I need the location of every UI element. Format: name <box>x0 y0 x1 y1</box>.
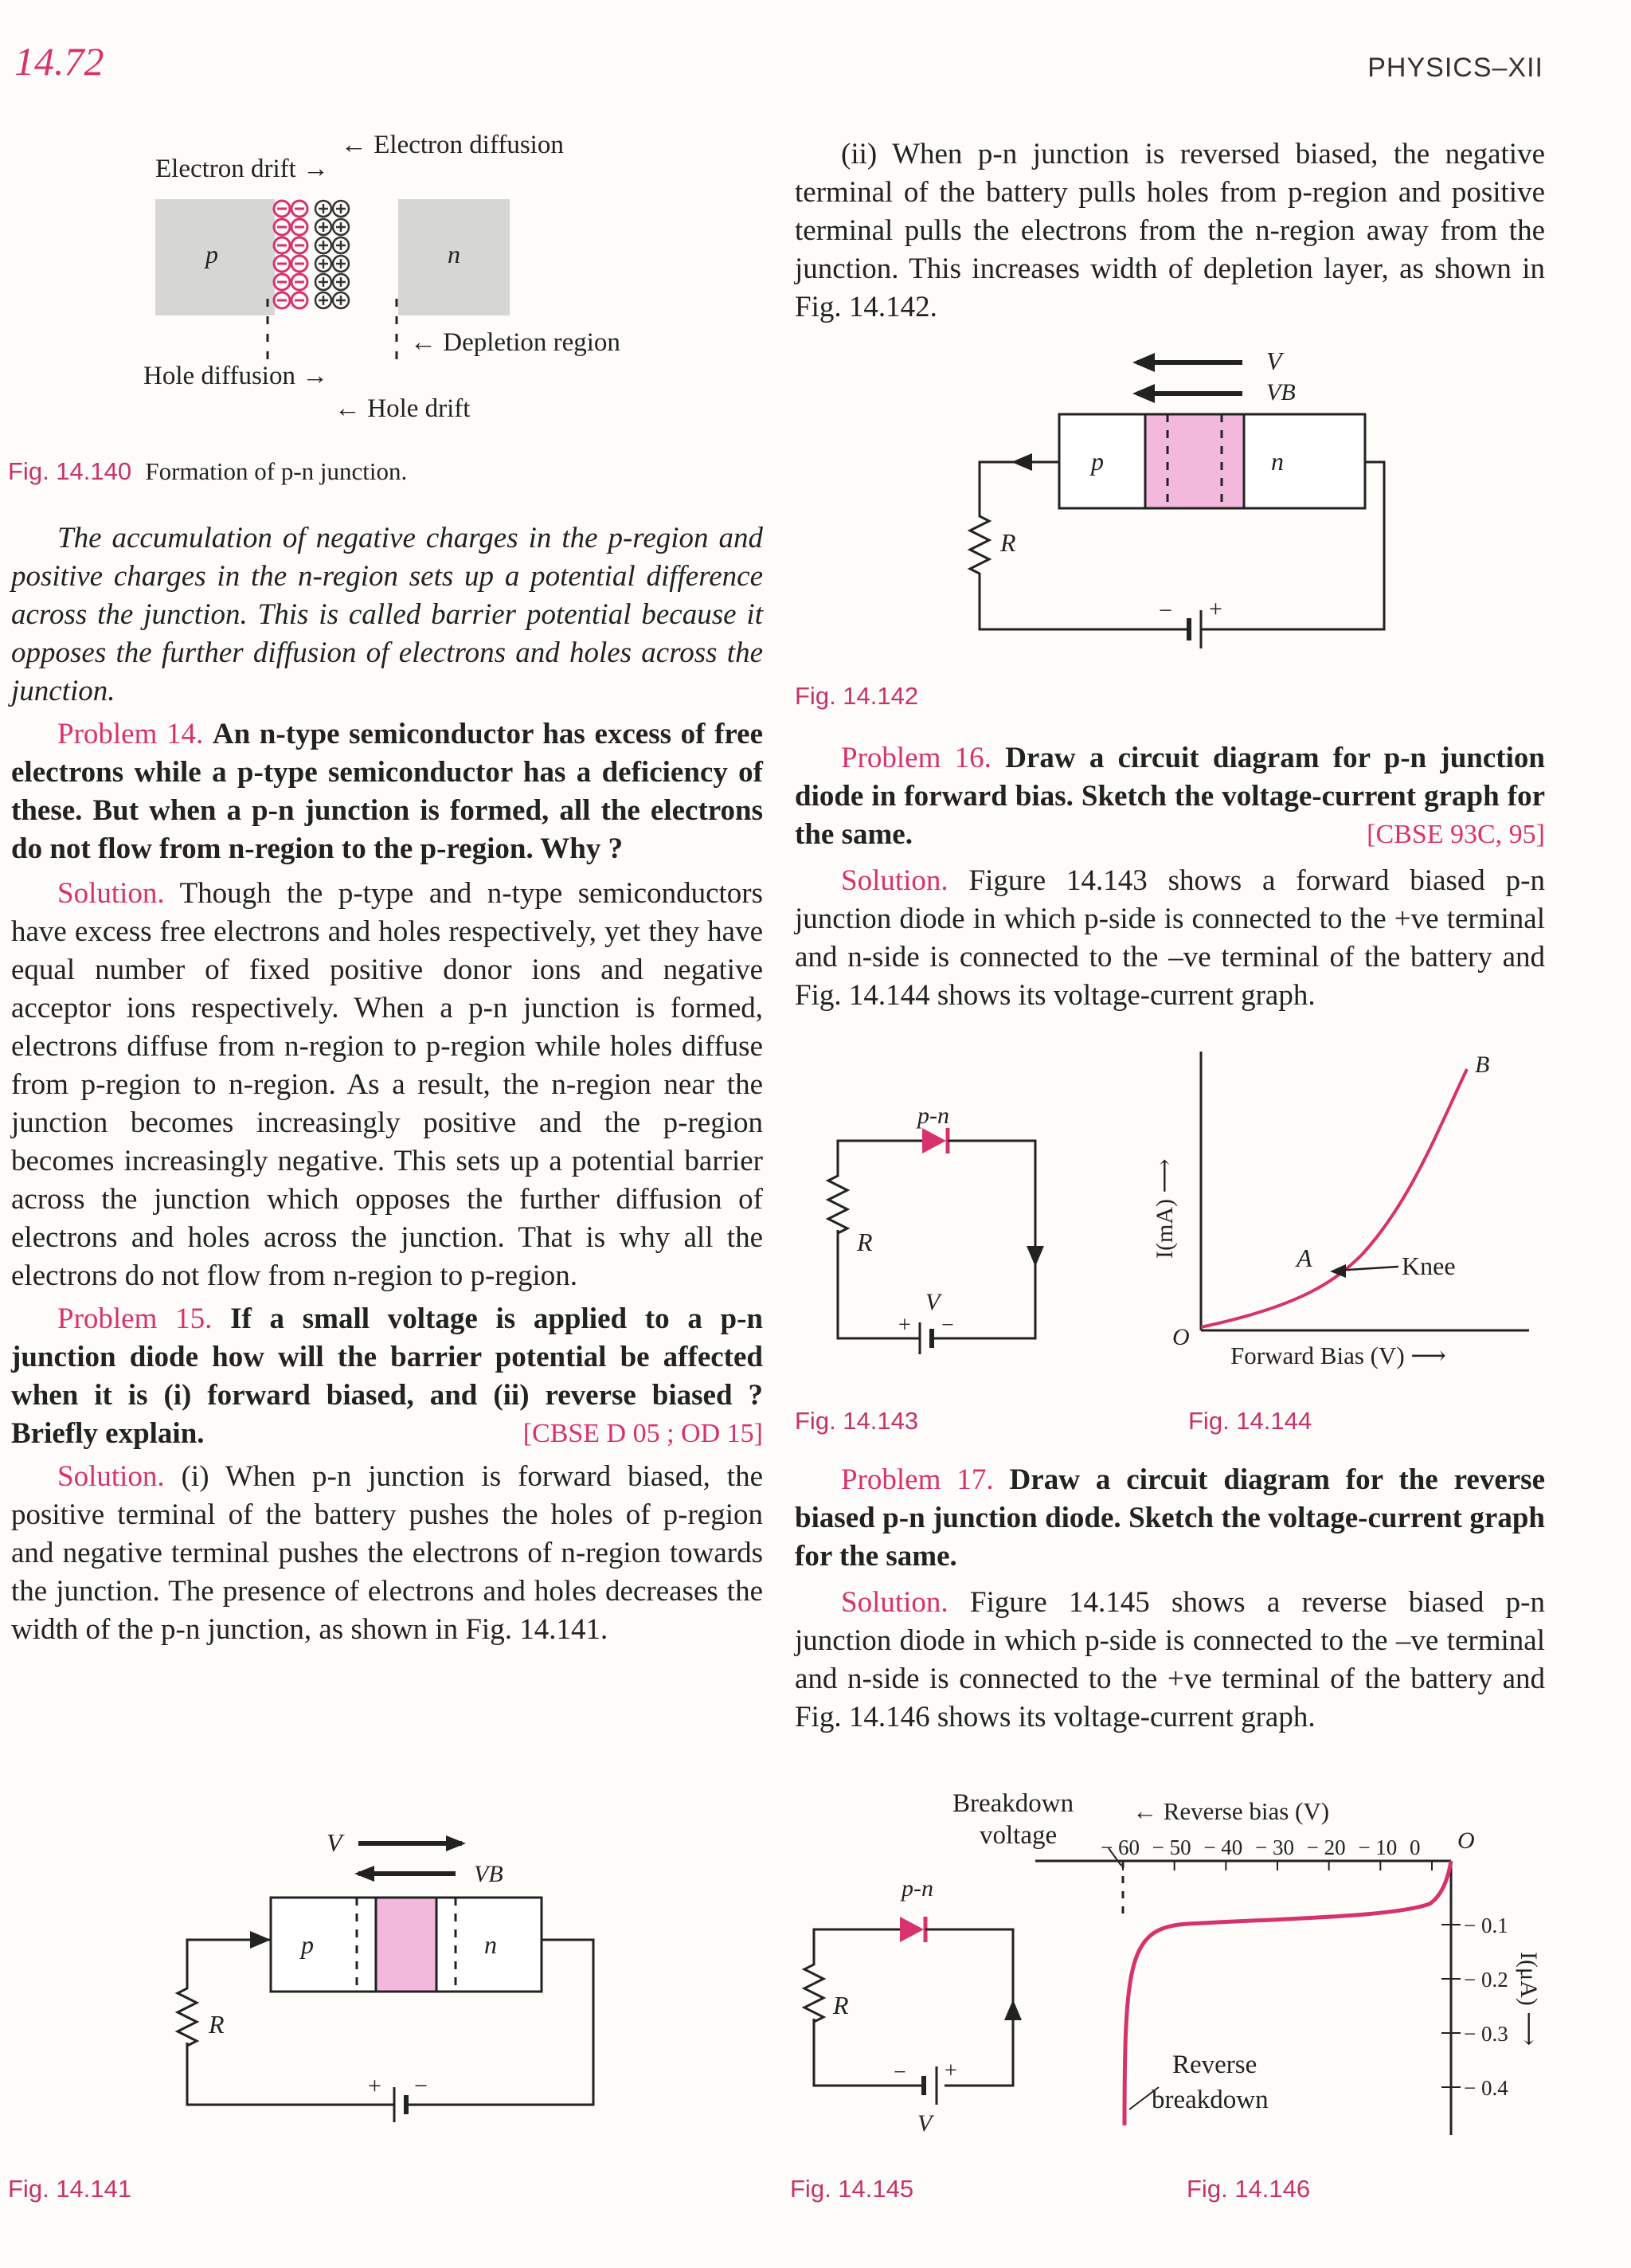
y-tick-label: − 0.1 <box>1464 1914 1508 1937</box>
svg-text:p: p <box>205 240 218 268</box>
barrier-potential-paragraph: The accumulation of negative charges in the p-region and positive charges in the n-region sets up a potential difference across the junction. This is called barrier potential because it opposes the further diffusion of electrons and holes across the junction. <box>11 522 763 707</box>
svg-text:VB: VB <box>474 1861 503 1887</box>
x-tick-label: − 30 <box>1255 1835 1294 1859</box>
fig-label: Fig. 14.140 <box>8 457 132 485</box>
right-column-top <box>795 135 1545 327</box>
svg-text:R: R <box>209 2010 225 2039</box>
fig-14-140-caption <box>8 457 407 486</box>
svg-text:V: V <box>1266 347 1282 375</box>
fig-14-143-caption: Fig. 14.143 <box>795 1407 919 1435</box>
x-tick-label: − 10 <box>1358 1835 1398 1859</box>
svg-text:O: O <box>1457 1827 1475 1854</box>
right-column-bottom <box>795 1461 1545 1737</box>
svg-text:A: A <box>1297 1244 1312 1272</box>
x-tick-label: 0 <box>1410 1835 1421 1859</box>
svg-text:I(μA) ⟶: I(μA) ⟶ <box>1516 1952 1542 2047</box>
fig-14-142-diagram <box>956 343 1402 645</box>
solution-17: Solution. Figure 14.145 shows a reverse biased p-n junction diode in which p-side is connected to the –ve terminal and n-side is connected to the +ve terminal of the battery and Fig. 14.146 shows its voltage-current graph. <box>795 1586 1545 1733</box>
svg-text:n: n <box>484 1930 497 1959</box>
x-tick-label: − 40 <box>1203 1835 1243 1859</box>
right-column-middle <box>795 739 1545 1015</box>
fig-14-143-diagram <box>820 1099 1059 1370</box>
svg-text:−: − <box>941 1313 954 1338</box>
svg-text:+: + <box>945 2058 957 2083</box>
fig-14-141-caption: Fig. 14.141 <box>8 2175 132 2203</box>
svg-text:+: + <box>898 1313 911 1338</box>
svg-text:← Hole drift: ← Hole drift <box>334 394 471 423</box>
svg-text:VB: VB <box>1266 379 1296 405</box>
fig-14-146-caption: Fig. 14.146 <box>1187 2175 1311 2203</box>
svg-text:n: n <box>1271 447 1284 476</box>
fig-14-142-caption: Fig. 14.142 <box>795 682 919 710</box>
svg-text:n: n <box>448 240 460 268</box>
svg-text:breakdown: breakdown <box>1152 2086 1269 2114</box>
left-column <box>11 519 763 1649</box>
solution-16: Solution. Figure 14.143 shows a forward biased p-n junction diode in which p-side is connected to the +ve terminal and n-side is connected to the –ve terminal of the battery and Fig. 14.144 shows its voltage-current graph. <box>795 864 1545 1012</box>
svg-text:voltage: voltage <box>980 1821 1058 1850</box>
running-head: PHYSICS–XII <box>1367 53 1543 83</box>
problem-15: Problem 15. If a small voltage is applied to a p-n junction diode how will the barrier potential be affected when it is (i) forward biased, and (ii) reverse biased ? Briefly explain. [CBSE D 05 ; OD 15] <box>11 1302 764 1450</box>
solution-15: Solution. (i) When p-n junction is forward biased, the positive terminal of the battery pushes the holes of p-region and negative terminal pushes the electrons of n-region towards the junction. The presence of electrons and holes decreases the width of the p-n junction, as shown in Fig. 14.141. <box>11 1460 763 1646</box>
svg-text:V: V <box>917 2110 933 2137</box>
svg-text:I(mA) ⟶: I(mA) ⟶ <box>1152 1158 1178 1259</box>
svg-text:V: V <box>925 1289 941 1315</box>
fig-14-145-caption: Fig. 14.145 <box>790 2175 914 2203</box>
problem-16: Problem 16. Draw a circuit diagram for p-n junction diode in forward bias. Sketch the voltage-current graph for the same. [CBSE 93C, 95] <box>795 742 1545 851</box>
svg-text:R: R <box>833 1991 849 2019</box>
svg-text:Knee: Knee <box>1402 1252 1456 1280</box>
svg-text:p-n: p-n <box>917 1103 949 1129</box>
svg-text:−: − <box>894 2060 906 2085</box>
svg-text:p: p <box>1091 447 1104 476</box>
solution-15-part-ii: (ii) When p-n junction is reversed biased, the negative terminal of the battery pulls holes from p-region and positive terminal pulls the electrons from the n-region away from the junction. This increases width of depletion layer, as shown in Fig. 14.142. <box>795 138 1545 323</box>
svg-text:O: O <box>1172 1324 1190 1350</box>
solution-14: Solution. Though the p-type and n-type semiconductors have excess free electrons and holes respectively, yet they have equal number of fixed positive donor ions and negative acceptor ions respectively. When a p-n junction is formed, electrons diffuse from n-region to p-region while holes diffuse from p-region to n-region. As a result, the n-region near the junction becomes increasingly positive and the p-region becomes increasingly negative. This sets up a potential barrier across the junction which opposes the further diffusion of electrons and holes across the junction. That is why all the electrons do not flow from n-region to p-region. <box>11 877 764 1292</box>
problem-14: Problem 14. An n-type semiconductor has excess of free electrons while a p-type semiconductor has a deficiency of these. But when a p-n junction is formed, all the electrons do not flow from n-region to the p-region. Why ? <box>11 718 763 865</box>
svg-text:p: p <box>301 1930 314 1959</box>
y-tick-label: − 0.3 <box>1464 2022 1508 2046</box>
fig-14-144-graph <box>1115 1044 1545 1378</box>
svg-text:← Depletion region: ← Depletion region <box>410 328 620 357</box>
svg-text:Breakdown: Breakdown <box>952 1789 1074 1818</box>
fig-14-146-graph <box>948 1784 1577 2143</box>
page-number: 14.72 <box>14 39 104 84</box>
x-tick-label: − 50 <box>1152 1835 1191 1859</box>
svg-text:R: R <box>857 1228 873 1256</box>
svg-text:B: B <box>1475 1052 1490 1078</box>
y-tick-label: − 0.4 <box>1464 2076 1508 2100</box>
problem-17: Problem 17. Draw a circuit diagram for the reverse biased p-n junction diode. Sketch the voltage-current graph for the same. <box>795 1463 1546 1573</box>
svg-text:+: + <box>1209 596 1222 622</box>
svg-text:R: R <box>1000 528 1016 557</box>
svg-text:−: − <box>414 2073 428 2099</box>
svg-text:+: + <box>368 2073 381 2099</box>
svg-text:V: V <box>327 1828 342 1857</box>
svg-text:← Electron diffusion: ← Electron diffusion <box>341 131 564 159</box>
svg-text:Electron drift →: Electron drift → <box>155 155 330 183</box>
fig-14-140-diagram <box>135 119 661 430</box>
svg-text:Hole diffusion →: Hole diffusion → <box>143 362 329 390</box>
x-tick-label: − 60 <box>1101 1835 1140 1859</box>
fig-14-144-caption: Fig. 14.144 <box>1188 1407 1312 1435</box>
x-tick-label: − 20 <box>1306 1835 1346 1859</box>
y-tick-label: − 0.2 <box>1464 1968 1508 1992</box>
svg-text:Forward Bias (V) ⟶: Forward Bias (V) ⟶ <box>1230 1342 1446 1369</box>
fig-14-141-diagram <box>159 1824 621 2143</box>
svg-text:Reverse: Reverse <box>1172 2051 1257 2079</box>
fig-description: Formation of p-n junction. <box>145 457 408 485</box>
svg-text:p-n: p-n <box>902 1875 933 1902</box>
svg-text:← Reverse bias (V): ← Reverse bias (V) <box>1132 1797 1330 1825</box>
svg-text:−: − <box>1159 597 1172 624</box>
